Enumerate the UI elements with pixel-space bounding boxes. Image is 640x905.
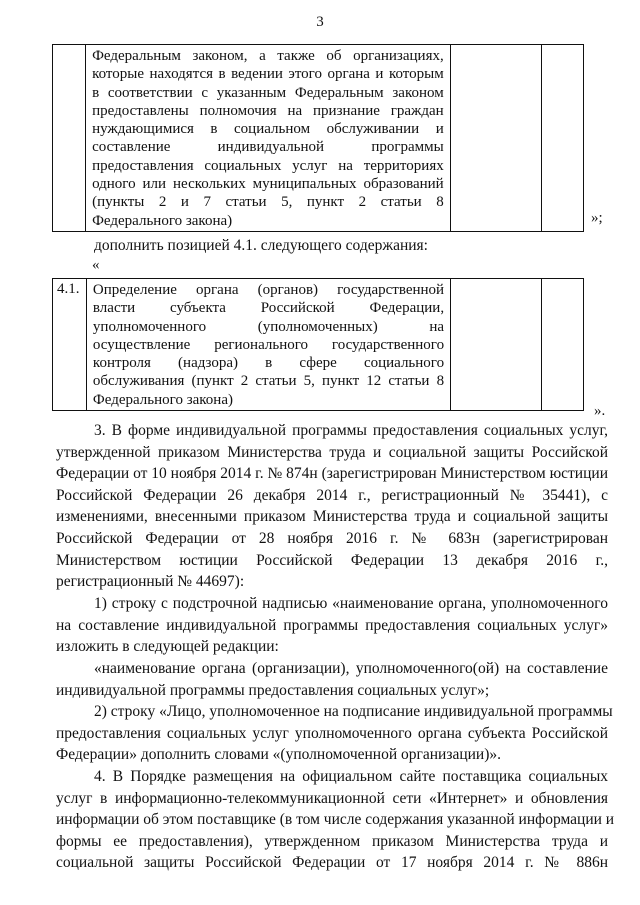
text-line: Российской Федерации 26 декабря 2014 г., регистрационный № 35441), с	[56, 486, 608, 504]
page-number: 3	[316, 14, 324, 30]
table-row	[53, 45, 584, 232]
text-line: утвержденной приказом Министерства труда и социальной защиты Российской	[56, 443, 608, 461]
description-cell	[86, 279, 450, 411]
cell-line: в соответствии с указанным Федеральным законом	[92, 84, 444, 101]
text-line: 2) строку «Лицо, уполномоченное на подписание индивидуальной программы	[94, 703, 613, 720]
cell-line: осуществление регионального государственного	[92, 336, 445, 353]
text-line: «наименование органа (организации), уполномоченного(ой) на составление	[94, 660, 608, 677]
cell-line: (пункты 2 и 7 статьи 5, пункт 2 статьи 8	[92, 194, 444, 211]
text-line: Федерации» дополнить словами «(уполномоченной организации)».	[56, 746, 502, 764]
cell-line: уполномоченного (уполномоченных) на	[92, 318, 445, 335]
text-line: 3. В форме индивидуальной программы предоставления социальных услуг,	[94, 422, 608, 439]
text-line: Российской Федерации от 28 ноября 2016 г. № 683н (зарегистрирован	[56, 529, 608, 547]
cell-line: Федеральным законом, а также об организациях,	[92, 48, 444, 64]
closing-quote-mark: ».	[594, 403, 606, 419]
text-line: Министерством юстиции Российской Федерации 13 декабря 2016 г.,	[56, 551, 608, 569]
description-cell	[86, 45, 451, 232]
cell-line: предоставления социальных услуг на территориях	[92, 157, 444, 174]
empty-cell	[542, 45, 584, 232]
text-line: информации об этом поставщике (в том числе содержания указанной информации и	[56, 811, 615, 829]
empty-cell	[450, 45, 541, 232]
text-line: услуг в информационно-телекоммуникационной сети «Интернет» и обновления	[56, 789, 608, 807]
empty-cell	[542, 279, 584, 411]
table-position-4-1	[52, 278, 584, 411]
opening-quote-mark: «	[92, 257, 100, 273]
paragraph-3-item-2	[56, 701, 613, 766]
position-number: 4.1.	[57, 281, 80, 297]
text-line: формы ее предоставления), утвержденном приказом Министерства труда и	[56, 832, 608, 850]
paragraph-3	[56, 420, 608, 593]
cell-line: одного или нескольких муниципальных образований	[92, 176, 444, 193]
text-line: предоставления социальных услуг уполномоченного органа субъекта Российской	[56, 724, 608, 742]
text-line: Федерации от 10 ноября 2014 г. № 874н (зарегистрирован Министерством юстиции	[56, 465, 608, 483]
table-row	[53, 279, 584, 411]
paragraph-3-item-1	[56, 593, 608, 658]
table-continuation	[52, 44, 584, 232]
text-line: 4. В Порядке размещения на официальном сайте поставщика социальных	[94, 768, 608, 785]
cell-line: предоставлены полномочия на признание граждан	[92, 102, 444, 119]
cell-line: которые находятся в ведении этого органа и которым	[92, 66, 444, 83]
cell-line: Федерального закона)	[92, 391, 233, 408]
cell-line: обслуживания (пункт 2 статьи 5, пункт 12 статьи 8	[92, 373, 445, 390]
cell-line: нуждающимися в социальном обслуживании и	[92, 121, 444, 138]
cell-line: Определение органа (органов) государственной	[92, 282, 445, 298]
text-line: социальной защиты Российской Федерации от 17 ноября 2014 г. № 886н	[56, 854, 608, 872]
text-line: на составление индивидуальной программы предоставления социальных услуг»	[56, 616, 608, 634]
cell-line: власти субъекта Российской Федерации,	[92, 300, 445, 317]
number-cell	[53, 279, 87, 411]
cell-line: составление индивидуальной программы	[92, 139, 444, 156]
closing-quote-mark: »;	[591, 210, 603, 226]
cell-line: Федерального закона)	[92, 212, 233, 229]
text-line: индивидуальной программы предоставления социальных услуг»;	[56, 681, 490, 699]
paragraph-4	[56, 766, 615, 874]
cell-line: контроля (надзора) в сфере социального	[92, 355, 445, 372]
number-cell	[53, 45, 86, 232]
intro-line: дополнить позицией 4.1. следующего содержания:	[94, 237, 428, 254]
text-line: изложить в следующей редакции:	[56, 638, 279, 656]
text-line: регистрационный № 44697):	[56, 573, 245, 591]
text-line: 1) строку с подстрочной надписью «наименование органа, уполномоченного	[94, 595, 608, 612]
text-line: изменениями, внесенными приказом Министерства труда и социальной защиты	[56, 508, 608, 526]
empty-cell	[451, 279, 542, 411]
paragraph-3-new-wording	[56, 658, 608, 701]
